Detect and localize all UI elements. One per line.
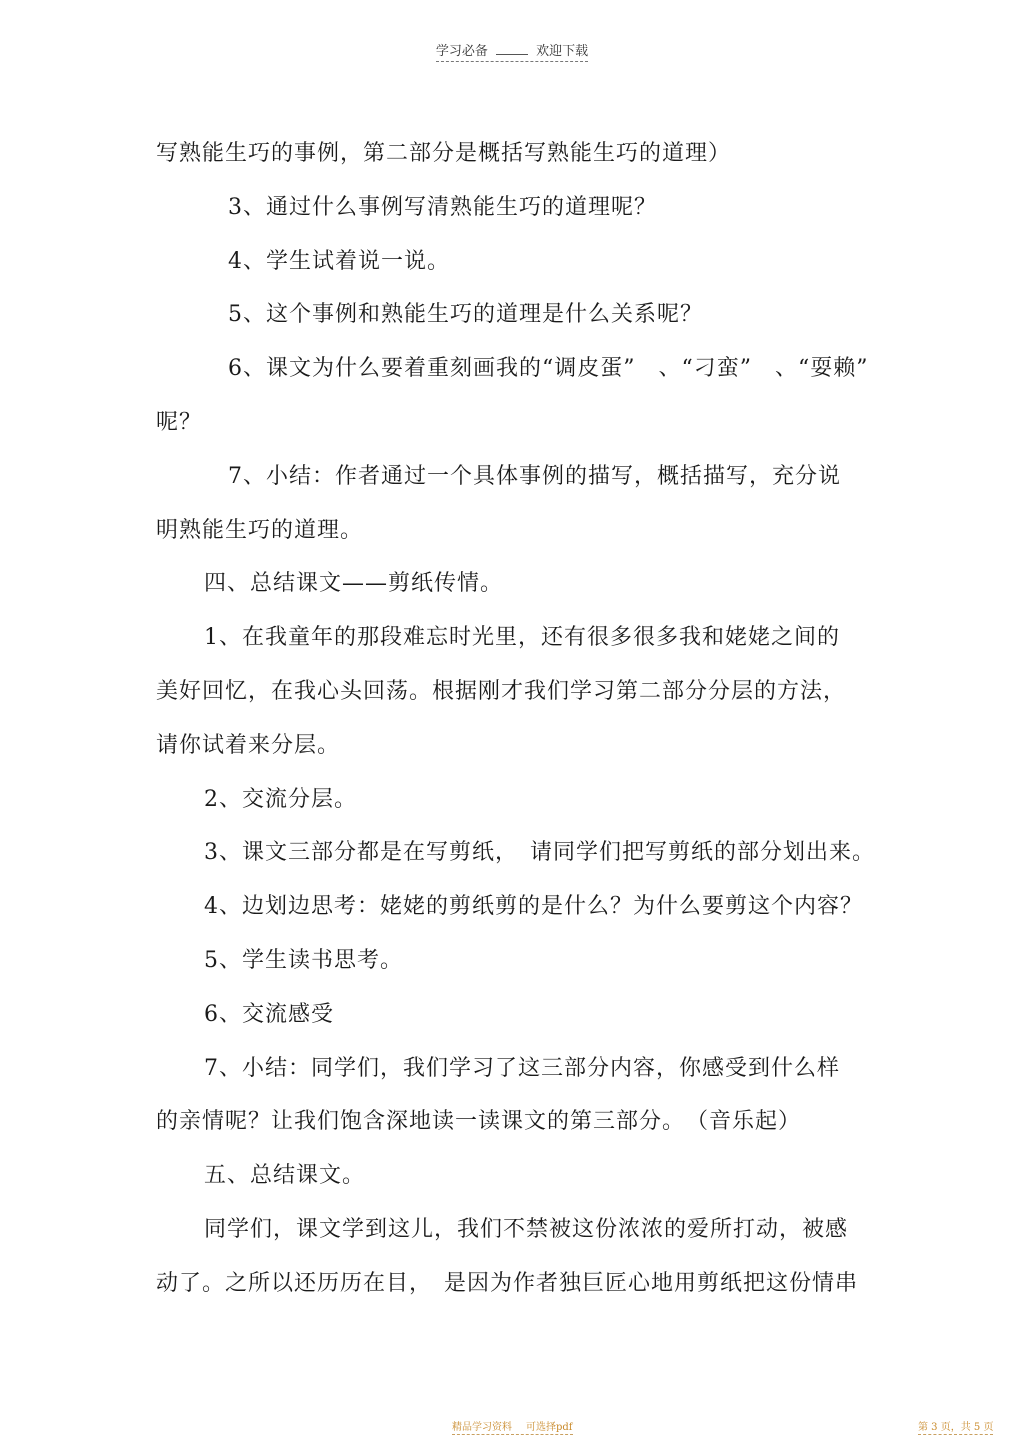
text-line: 3、通过什么事例写清熟能生巧的道理呢？ bbox=[228, 195, 657, 220]
footer-watermark bbox=[452, 1418, 573, 1435]
text-line: 请你试着来分层。 bbox=[156, 733, 341, 758]
text-line: 5、这个事例和熟能生巧的道理是什么关系呢？ bbox=[228, 302, 703, 327]
text-line: 7、小结：同学们，我们学习了这三部分内容，你感受到什么样 bbox=[204, 1056, 840, 1081]
header-left-text: 学习必备 bbox=[435, 44, 488, 59]
footer-left-b: 可选择pdf bbox=[526, 1422, 573, 1433]
section-heading: 五、总结课文。 bbox=[204, 1163, 366, 1188]
text-line: 写熟能生巧的事例，第二部分是概括写熟能生巧的道理） bbox=[156, 141, 732, 166]
text-line: 7、小结：作者通过一个具体事例的描写，概括描写，充分说 bbox=[228, 464, 841, 489]
text-line: 3、课文三部分都是在写剪纸， 请同学们把写剪纸的部分划出来。 bbox=[204, 840, 875, 865]
text-line: 2、交流分层。 bbox=[204, 787, 357, 812]
page-header bbox=[0, 40, 1024, 62]
text-line: 呢？ bbox=[156, 410, 203, 435]
footer-left-a: 精品学习资料 bbox=[452, 1422, 512, 1433]
header-banner bbox=[436, 40, 588, 62]
text-line: 动了。之所以还历历在目， 是因为作者独巨匠心地用剪纸把这份情串 bbox=[156, 1271, 859, 1296]
text-line: 6、课文为什么要着重刻画我的“调皮蛋” 、“刁蛮” 、“耍赖” bbox=[228, 356, 869, 381]
text-line: 美好回忆，在我心头回荡。根据刚才我们学习第二部分分层的方法， bbox=[156, 679, 847, 704]
text-line: 的亲情呢？让我们饱含深地读一读课文的第三部分。 （音乐起） bbox=[156, 1109, 802, 1134]
text-line: 1、在我童年的那段难忘时光里，还有很多很多我和姥姥之间的 bbox=[204, 625, 840, 650]
text-line: 4、学生试着说一说。 bbox=[228, 249, 450, 274]
text-line: 6、交流感受 bbox=[204, 1002, 334, 1027]
page-number: 第 3 页，共 5 页 bbox=[918, 1418, 993, 1435]
text-line: 5、学生读书思考。 bbox=[204, 948, 403, 973]
text-line: 同学们，课文学到这儿，我们不禁被这份浓浓的爱所打动，被感 bbox=[204, 1217, 849, 1242]
section-heading: 四、总结课文——剪纸传情。 bbox=[204, 571, 504, 596]
text-line: 4、边划边思考：姥姥的剪纸剪的是什么？为什么要剪这个内容？ bbox=[204, 894, 863, 919]
text-line: 明熟能生巧的道理。 bbox=[156, 518, 364, 543]
header-underline bbox=[496, 44, 528, 55]
header-right-text: 欢迎下载 bbox=[536, 44, 589, 59]
